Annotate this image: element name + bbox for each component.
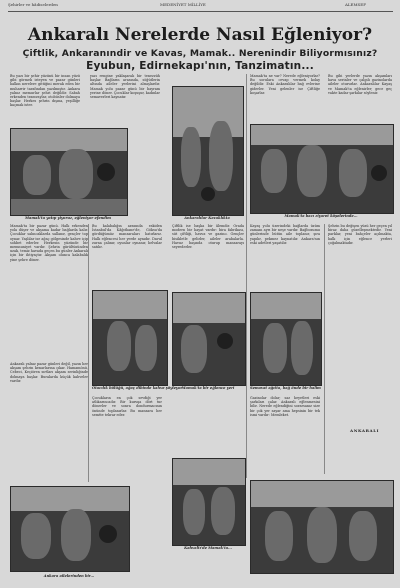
author-signature: ANKARALI bbox=[350, 428, 380, 433]
article-column-4-mid: Kayaş yolu üzerindeki bağlarda üzüm zamanı ayrı bir neşe vardır. Bağbozumu günlerinde bütün aile toplanır, şıra yapılır, pekmez kaynatılır. Ankara'nın eski adetleri yaşatılır. bbox=[250, 224, 320, 245]
article-column-3-mid: Çiftlik ise başka bir âlemdir. Orada modern bir hayat vardır: bira fabrikası, süt çiftliği, havuz ve gazino. Gençler bisikletle gelirler, aileler arabalarla. Havuz başında oturup manzarayı seyrederler. bbox=[172, 224, 244, 250]
photo-kavaklik-trees bbox=[172, 86, 244, 216]
caption-photo-7: Ankara ailelerinden bir... bbox=[43, 574, 95, 578]
article-column-1-top: Bu yazı bir şehir yüzünü bir insan yüzü gibi görmek isteyen ve pazar günleri halkın nerelere gittiğini merak eden bir muharrir tarafından yazılmıştır. Ankara yalnız memurlar şehri değildir. Sabah erkenden tramvaylar, otobüsler dolmaya başlar. Herkes şehrin dışına, yeşilliğe kaçmak ister. bbox=[10, 74, 80, 108]
caption-photo-5: Mamak'ta bir eğlence yeri bbox=[181, 386, 235, 390]
photo-eglence-yeri bbox=[172, 292, 246, 386]
photo-ziyaret-group bbox=[250, 124, 394, 214]
article-column-2-top: yazı rengine yaklaşarak bir tenezzüh başlar. Bağların arasında, söğütlerin altında aileler yerlerini almışlardır. Mamak yolu pazar günü bir bayram yerine döner. Çocuklar koşuşur, kadınlar semaverleri kaynatır. bbox=[90, 74, 160, 100]
headline-subtitle-2: Eyubun, Edirnekapı'nın, Tanzimatın... bbox=[86, 60, 314, 72]
photo-kahvalti bbox=[172, 458, 246, 546]
article-column-4-top: Bu gibi yerlerde yazın akşamları hava serinler ve çalgılı gazinolarda aileler otururlar. Ankaralılar Kayaş ve Mamak'ta eğlenirler; gece geç vakte kadar şarkılar söylenir. bbox=[328, 74, 392, 95]
photo-mamak-crowd bbox=[10, 128, 128, 216]
caption-photo-2: Ankaralılar Kavaklıkta bbox=[184, 216, 230, 220]
article-column-3-bot: Gazinolar dolar; saz heyetleri eski şarkıları çalar. Ankaralı eğlenmesini bilir. Nerede eğlendiğini sorarsanız size bir çok yer sayar ama hepsinin bir tek ismi vardır: Memleket. bbox=[250, 396, 320, 417]
header-paper-name: MEDENİYET MİLLİYE bbox=[160, 2, 206, 7]
article-column-1-mid: Mamak'ta bir pazar günü. Halk erkenden yola düşer ve akşama kadar bağlarda kalır. Çocuklar salıncaklarda sallanır, gençler top oynar. Yaşlılar ise ağaç gölgesinde kahve içip sohbet ederler. Herkesin yüzünde bir memnuniyet vardır. Şehrin gürültüsünden uzak, temiz havada geçen bu günler Ankaralı için bir ihtiyaçtır. Akşam olunca kalabalık yine şehre döner. bbox=[10, 224, 88, 262]
photo-semavat bbox=[250, 292, 322, 386]
caption-photo-4: Otacılık bölüğü, ağaç dibinde kahve şöyleyor bbox=[92, 386, 183, 390]
article-column-2-bot: Çocukların en çok sevdiği yer atlıkarıncadır. Bir kuruşa dört tur dönerler ve sonra dondurmacının önünde toplanırlar. Bu manzara her semtte tekrar eder. bbox=[92, 396, 162, 417]
caption-photo-8: Kahvaltı'de Mamak'ta... bbox=[184, 546, 232, 550]
article-column-1-bot: Ankaralı yalnız pazar günleri değil, yazın her akşam şehrin kenarlarına çıkar. Hamamönü, Cebeci, Keçiören sırtları akşam serinliğinde dolmaya başlar. Buralarda küçük kahveler vardır. bbox=[10, 362, 88, 383]
headline-title: Ankaralı Nerelerde Nasıl Eğleniyor? bbox=[27, 25, 373, 45]
article-column-2-mid: Bu kalabalığın arasında eskiden İstanbul'da Kâğıthane'de, Göksu'da gördüğümüz manzaraları hatırlarız. Halk eğlencesi her yerde aynıdır. Davul zurna çalınır, oyunlar oynanır, helvalar satılır. bbox=[92, 224, 162, 250]
column-divider bbox=[88, 224, 89, 482]
caption-photo-6: Semavat ağıtta, bağ önde bir halim bbox=[250, 386, 321, 390]
caption-photo-1: Mamak'ta yatıp yiyoruz, eğleniyor efendim bbox=[25, 216, 111, 220]
photo-bottom-right bbox=[250, 480, 394, 574]
headline-subtitle-1: Çiftlik, Ankaranındir ve Kavas, Mamak.. Nerenindir Biliyormısınız? bbox=[22, 48, 378, 59]
header-rule bbox=[8, 11, 393, 12]
column-divider bbox=[324, 224, 325, 474]
article-column-5: Şehrin bu değişen yüzü her geçen yıl biraz daha güzelleşmektedir. Yeni parklar, yeni bahçeler açılmakta, halk için eğlence yerleri çoğalmaktadır. bbox=[328, 224, 392, 245]
header-date: ALEMSEF bbox=[345, 2, 366, 7]
caption-photo-3: Mamak'ta bazı ziyaret köşelerinde... bbox=[284, 214, 358, 218]
header-section-label: Şehirler ve hâdiselerden bbox=[8, 2, 58, 7]
article-column-3-top: Mamak'ta ne var? Nerede eğleniyorlar? Bu sorulara cevap vermek kolay değildir. Eski Ankaralılar bağ evlerine giderler. Yeni gelenler ise Çiftliğe koşarlar. bbox=[250, 74, 320, 95]
photo-otacilik bbox=[92, 290, 168, 386]
photo-ankara-aileleri bbox=[10, 486, 130, 572]
column-divider bbox=[246, 74, 247, 478]
page-header bbox=[0, 0, 400, 11]
